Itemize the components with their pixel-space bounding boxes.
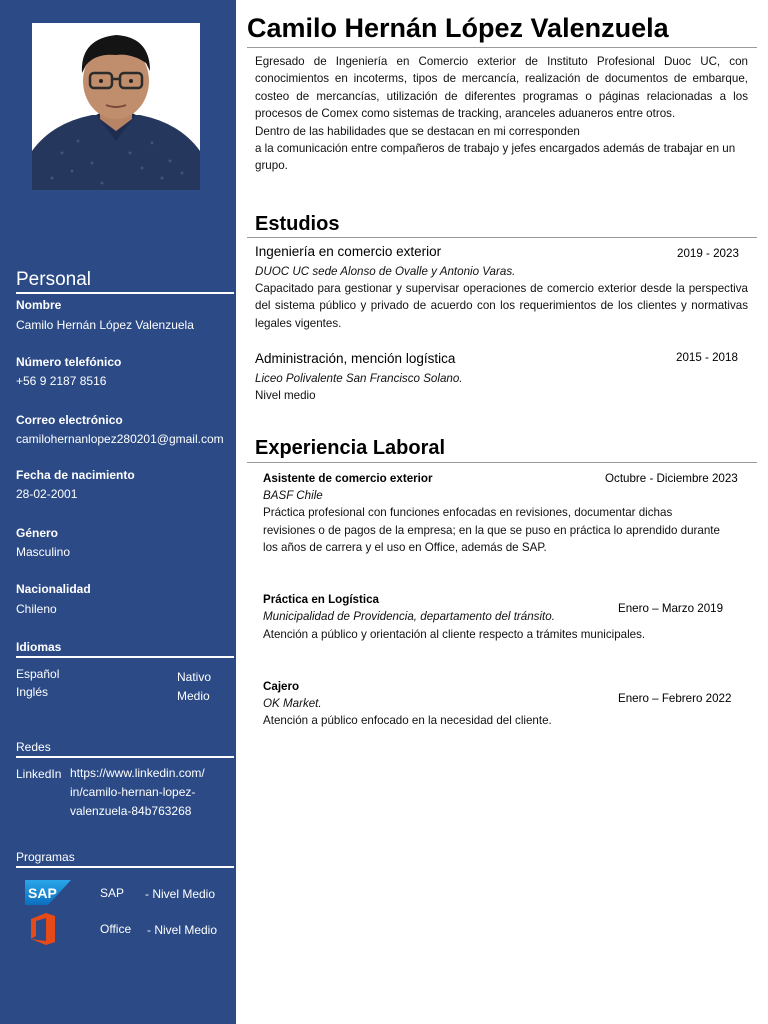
education-dates-2: 2015 - 2018 <box>676 351 738 364</box>
linkedin-url-line-3: valenzuela-84b763268 <box>70 804 192 818</box>
job-dates-3: Enero – Febrero 2022 <box>618 692 732 705</box>
job-dates-1: Octubre - Diciembre 2023 <box>605 472 738 485</box>
email-value[interactable]: camilohernanlopez280201@gmail.com <box>16 432 224 446</box>
page-title: Camilo Hernán López Valenzuela <box>247 13 669 43</box>
summary-line-2: Dentro de las habilidades que se destacan en mi corresponden <box>255 124 580 138</box>
nationality-label: Nacionalidad <box>16 582 91 596</box>
job-company-2: Municipalidad de Providencia, departamento del tránsito. <box>263 610 555 623</box>
language-level-english: Medio <box>177 689 210 703</box>
sidebar <box>0 0 236 1024</box>
job-description-3: Atención a público enfocado en la necesidad del cliente. <box>263 714 552 727</box>
office-logo-icon <box>29 913 57 945</box>
birthdate-value: 28-02-2001 <box>16 487 78 501</box>
phone-label: Número telefónico <box>16 355 122 369</box>
program-name-office: Office <box>100 922 132 936</box>
education-institution-2: Liceo Polivalente San Francisco Solano. <box>255 372 463 385</box>
languages-heading: Idiomas <box>16 638 234 658</box>
personal-heading: Personal <box>16 268 234 294</box>
sap-logo-text: SAP <box>28 885 57 901</box>
experience-divider <box>247 462 757 463</box>
profile-photo <box>32 23 200 190</box>
job-dates-2: Enero – Marzo 2019 <box>618 602 724 615</box>
sap-logo-icon <box>25 880 71 905</box>
programs-heading: Programas <box>16 848 234 868</box>
program-name-sap: SAP <box>100 886 125 900</box>
language-name-spanish: Español <box>16 667 60 681</box>
job-title-1: Asistente de comercio exterior <box>263 472 433 485</box>
email-label: Correo electrónico <box>16 413 123 427</box>
experience-heading: Experiencia Laboral <box>255 437 446 459</box>
job-company-1: BASF Chile <box>263 489 323 502</box>
education-divider <box>247 237 757 238</box>
networks-heading: Redes <box>16 738 234 758</box>
job-title-2: Práctica en Logística <box>263 593 379 606</box>
birthdate-label: Fecha de nacimiento <box>16 468 135 482</box>
language-name-english: Inglés <box>16 685 49 699</box>
education-description-1: Capacitado para gestionar y supervisar operaciones de comercio exterior desde la perspectiva del sistema público y privado de acuerdo con los requerimientos de los clientes y normativas legales vigentes. <box>255 282 748 330</box>
education-institution-1: DUOC UC sede Alonso de Ovalle y Antonio Varas. <box>255 265 516 278</box>
name-value: Camilo Hernán López Valenzuela <box>16 318 194 332</box>
language-level-spanish: Nativo <box>177 670 212 684</box>
linkedin-link[interactable] <box>70 764 230 821</box>
title-divider <box>247 47 757 48</box>
education-heading: Estudios <box>255 213 340 235</box>
job-description-2: Atención a público y orientación al cliente respecto a trámites municipales. <box>263 628 646 641</box>
gender-label: Género <box>16 526 59 540</box>
summary-line-3: a la comunicación entre compañeros de trabajo y jefes encargados además de trabajar en un grupo. <box>255 142 736 173</box>
linkedin-url-line-2: in/camilo-hernan-lopez- <box>70 785 196 799</box>
program-level-sap: - Nivel Medio <box>145 887 216 901</box>
summary-paragraph: Egresado de Ingeniería en Comercio exterior de Instituto Profesional Duoc UC, con conocimientos en incoterms, tipos de mercancía, realización de documentos de embarque, costeo de mercancías, utilización de diferentes programas o páginas relacionadas a los procesos de Comex como sistemas de tracking, aranceles aduaneros entre otros. <box>255 55 748 121</box>
job-company-3: OK Market. <box>263 697 322 710</box>
education-title-2: Administración, mención logística <box>255 351 456 366</box>
education-description-2: Nivel medio <box>255 389 316 402</box>
education-title-1: Ingeniería en comercio exterior <box>255 244 442 259</box>
phone-value: +56 9 2187 8516 <box>16 374 107 388</box>
education-dates-1: 2019 - 2023 <box>677 247 739 260</box>
linkedin-label: LinkedIn <box>16 767 62 781</box>
job-title-3: Cajero <box>263 680 300 693</box>
linkedin-url-line-1: https://www.linkedin.com/ <box>70 766 205 780</box>
summary <box>255 53 748 175</box>
nationality-value: Chileno <box>16 602 57 616</box>
job-description-1: Práctica profesional con funciones enfocadas en revisiones, documentar dichas revisiones o de pagos de la empresa; en la que se puso en práctica lo aprendido durante los años de carrera y el uso en Office, además de SAP. <box>263 506 720 555</box>
program-level-office: - Nivel Medio <box>147 923 218 937</box>
gender-value: Masculino <box>16 545 71 559</box>
name-label: Nombre <box>16 298 62 312</box>
